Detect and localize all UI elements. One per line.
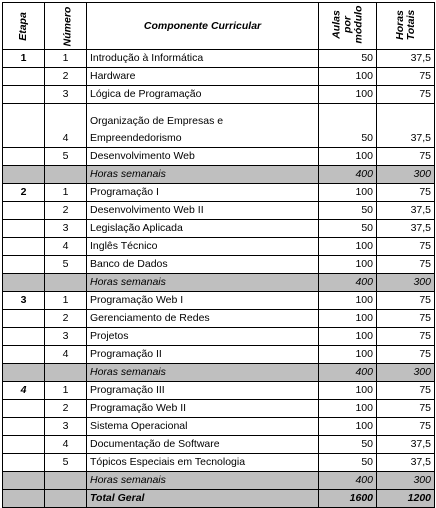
course-horas: 75	[377, 184, 435, 202]
table-row	[3, 202, 435, 220]
course-horas: 75	[377, 256, 435, 274]
total-label: Total Geral	[87, 490, 319, 508]
course-name: Tópicos Especiais em Tecnologia	[87, 454, 319, 472]
course-horas: 75	[377, 68, 435, 86]
table-row	[3, 86, 435, 104]
table-row	[3, 382, 435, 400]
subtotal-label: Horas semanais	[87, 364, 319, 382]
course-horas: 75	[377, 292, 435, 310]
course-number: 3	[45, 418, 87, 436]
table-row	[3, 148, 435, 166]
course-number: 5	[45, 148, 87, 166]
course-name: Desenvolvimento Web II	[87, 202, 319, 220]
stage-number: 4	[3, 382, 45, 400]
course-number: 5	[45, 454, 87, 472]
course-number: 2	[45, 202, 87, 220]
course-name: Lógica de Programação	[87, 86, 319, 104]
table-row	[3, 346, 435, 364]
course-name: Legislação Aplicada	[87, 220, 319, 238]
course-number: 4	[45, 436, 87, 454]
table-row	[3, 220, 435, 238]
course-name: Inglês Técnico	[87, 238, 319, 256]
subtotal-horas: 300	[377, 274, 435, 292]
subtotal-label: Horas semanais	[87, 274, 319, 292]
course-number: 4	[45, 104, 87, 148]
course-name: Programação Web II	[87, 400, 319, 418]
course-number: 3	[45, 328, 87, 346]
course-name: Desenvolvimento Web	[87, 148, 319, 166]
subtotal-aulas: 400	[319, 166, 377, 184]
header-componente: Componente Curricular	[87, 3, 319, 50]
course-horas: 37,5	[377, 220, 435, 238]
subtotal-label: Horas semanais	[87, 472, 319, 490]
subtotal-label: Horas semanais	[87, 166, 319, 184]
header-aulas: Aulas por módulo	[319, 3, 377, 50]
total-row	[3, 490, 435, 508]
table-row	[3, 104, 435, 148]
table-row	[3, 68, 435, 86]
course-number: 2	[45, 400, 87, 418]
course-horas: 37,5	[377, 104, 435, 148]
course-aulas: 50	[319, 454, 377, 472]
total-horas: 1200	[377, 490, 435, 508]
course-horas: 75	[377, 346, 435, 364]
course-aulas: 50	[319, 50, 377, 68]
stage-number: 1	[3, 50, 45, 68]
table-row	[3, 50, 435, 68]
course-aulas: 100	[319, 238, 377, 256]
header-numero: Número	[45, 3, 87, 50]
course-aulas: 50	[319, 104, 377, 148]
subtotal-row	[3, 364, 435, 382]
course-aulas: 100	[319, 328, 377, 346]
course-name: Programação II	[87, 346, 319, 364]
subtotal-horas: 300	[377, 472, 435, 490]
table-row	[3, 436, 435, 454]
table-row	[3, 310, 435, 328]
course-aulas: 50	[319, 202, 377, 220]
course-number: 1	[45, 292, 87, 310]
course-name: Programação Web I	[87, 292, 319, 310]
course-name: Introdução à Informática	[87, 50, 319, 68]
table-row	[3, 454, 435, 472]
course-aulas: 50	[319, 436, 377, 454]
course-name: Banco de Dados	[87, 256, 319, 274]
subtotal-aulas: 400	[319, 472, 377, 490]
subtotal-horas: 300	[377, 166, 435, 184]
course-horas: 75	[377, 86, 435, 104]
course-horas: 37,5	[377, 202, 435, 220]
table-row	[3, 292, 435, 310]
course-horas: 37,5	[377, 50, 435, 68]
course-aulas: 100	[319, 184, 377, 202]
table-row	[3, 418, 435, 436]
course-aulas: 100	[319, 382, 377, 400]
subtotal-aulas: 400	[319, 274, 377, 292]
course-horas: 75	[377, 148, 435, 166]
course-number: 5	[45, 256, 87, 274]
course-horas: 75	[377, 418, 435, 436]
table-row	[3, 400, 435, 418]
header-etapa: Etapa	[3, 3, 45, 50]
course-horas: 37,5	[377, 436, 435, 454]
course-number: 3	[45, 220, 87, 238]
course-name: Programação III	[87, 382, 319, 400]
course-aulas: 100	[319, 86, 377, 104]
course-number: 4	[45, 238, 87, 256]
course-name: Organização de Empresas e Empreendedorismo	[87, 104, 319, 148]
stage-number: 3	[3, 292, 45, 310]
course-aulas: 100	[319, 418, 377, 436]
course-aulas: 100	[319, 68, 377, 86]
table-row	[3, 238, 435, 256]
subtotal-row	[3, 274, 435, 292]
course-horas: 75	[377, 238, 435, 256]
course-horas: 75	[377, 328, 435, 346]
subtotal-row	[3, 166, 435, 184]
subtotal-horas: 300	[377, 364, 435, 382]
course-number: 2	[45, 68, 87, 86]
table-row	[3, 256, 435, 274]
course-aulas: 100	[319, 346, 377, 364]
course-horas: 75	[377, 382, 435, 400]
course-name: Projetos	[87, 328, 319, 346]
course-aulas: 100	[319, 292, 377, 310]
course-name: Gerenciamento de Redes	[87, 310, 319, 328]
course-name: Documentação de Software	[87, 436, 319, 454]
header-horas: Horas Totais	[377, 3, 435, 50]
table-row	[3, 184, 435, 202]
course-number: 2	[45, 310, 87, 328]
total-aulas: 1600	[319, 490, 377, 508]
course-number: 3	[45, 86, 87, 104]
course-name: Programação I	[87, 184, 319, 202]
course-number: 1	[45, 184, 87, 202]
course-number: 4	[45, 346, 87, 364]
course-number: 1	[45, 50, 87, 68]
course-horas: 37,5	[377, 454, 435, 472]
subtotal-row	[3, 472, 435, 490]
stage-number: 2	[3, 184, 45, 202]
curriculum-table	[2, 2, 435, 508]
course-name: Sistema Operacional	[87, 418, 319, 436]
course-aulas: 100	[319, 400, 377, 418]
course-aulas: 100	[319, 148, 377, 166]
course-aulas: 50	[319, 220, 377, 238]
header-row	[3, 3, 435, 50]
course-aulas: 100	[319, 310, 377, 328]
subtotal-aulas: 400	[319, 364, 377, 382]
course-aulas: 100	[319, 256, 377, 274]
table-row	[3, 328, 435, 346]
course-name: Hardware	[87, 68, 319, 86]
course-horas: 75	[377, 310, 435, 328]
course-number: 1	[45, 382, 87, 400]
course-horas: 75	[377, 400, 435, 418]
